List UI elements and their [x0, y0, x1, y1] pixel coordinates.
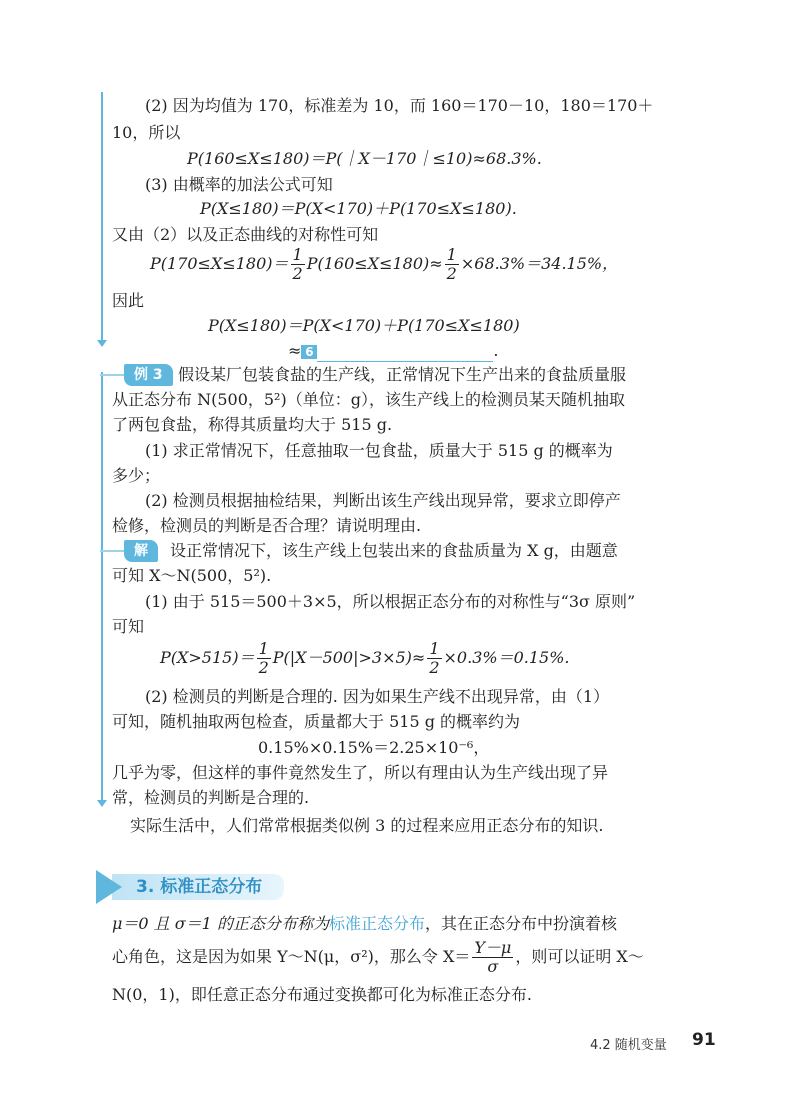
example3-q2-line1: (2) 检测员根据抽检结果，判断出该生产线出现异常，要求立即停产	[145, 491, 621, 510]
frac-num: Y－μ	[474, 938, 512, 957]
s1-formula-a: P(X>515)＝	[160, 648, 255, 667]
s1-formula-c: ×0.3%＝0.15%.	[443, 648, 570, 667]
p1-prefix: μ＝0 且 σ＝1 的正态分布称为	[112, 914, 329, 933]
s1-formula-b: P(|X－500|>3×5)≈	[272, 648, 426, 667]
frac-num: 1	[429, 639, 440, 658]
frac-den: σ	[487, 957, 499, 976]
solution-line1: 设正常情况下，该生产线上包装出来的食盐质量为 X g，由题意	[170, 541, 618, 560]
part3-line3: 因此	[112, 291, 145, 310]
p2-b: ，则可以证明 X～	[515, 947, 644, 966]
solution-line2: 可知 X～N(500，5²).	[112, 566, 272, 585]
section3-p3: N(0，1)，即任意正态分布通过变换都可化为标准正态分布.	[112, 985, 532, 1004]
margin-arrow-bottom	[97, 800, 107, 807]
fraction-half-2	[445, 246, 459, 283]
fraction-half-4	[427, 640, 441, 677]
part2-line1: (2) 因为均值为 170，标准差为 10，而 160＝170－10，180＝170＋	[145, 96, 654, 115]
example3-q1-line2: 多少；	[112, 466, 161, 485]
part3-formula2	[150, 244, 618, 284]
fraction-half-3	[257, 640, 271, 677]
solution-s2-line2: 可知，随机抽取两包检查，质量都大于 515 g 的概率约为	[112, 712, 521, 731]
frac-den: 2	[258, 658, 269, 677]
solution-tag: 解	[124, 540, 158, 562]
example3-q1-line1: (1) 求正常情况下，任意抽取一包食盐，质量大于 515 g 的概率为	[145, 441, 613, 460]
standard-normal-term: 标准正态分布	[328, 914, 425, 933]
frac-den: 2	[292, 264, 303, 283]
page-number: 91	[692, 1030, 716, 1050]
part3-line1: (3) 由概率的加法公式可知	[145, 175, 333, 194]
example3-line1: 假设某厂包装食盐的生产线，正常情况下生产出来的食盐质量服	[178, 365, 627, 384]
solution-s2-line1: (2) 检测员的判断是合理的. 因为如果生产线不出现异常，由（1）	[145, 687, 610, 706]
formula2-c: ×68.3%＝34.15%，	[460, 254, 619, 273]
example-3-tag: 例 3	[124, 364, 173, 386]
fill-in-blank-number: 6	[301, 345, 317, 359]
p2-a: 心角色，这是因为如果 Y～N(μ，σ²)，那么令 X＝	[112, 947, 471, 966]
part3-line2: 又由（2）以及正态曲线的对称性可知	[112, 225, 379, 244]
solution-s2-line3: 几乎为零，但这样的事件竟然发生了，所以有理由认为生产线出现了异	[112, 763, 609, 782]
part3-formula4	[288, 340, 499, 362]
solution-s2-formula: 0.15%×0.15%＝2.25×10⁻⁶，	[258, 738, 490, 757]
solution-s1-line1: (1) 由于 515＝500＋3×5，所以根据正态分布的对称性与“3σ 原则”	[145, 592, 636, 611]
example3-q2-line2: 检修，检测员的判断是否合理？请说明理由.	[112, 516, 422, 535]
fraction-standardize	[472, 939, 513, 976]
margin-arrow-top	[97, 340, 107, 347]
period: .	[493, 341, 499, 360]
solution-s1-formula	[160, 638, 570, 678]
frac-den: 2	[446, 264, 457, 283]
fraction-half-1	[291, 246, 305, 283]
section-3-title: 3. 标准正态分布	[136, 877, 263, 897]
frac-num: 1	[258, 639, 269, 658]
closing-paragraph: 实际生活中，人们常常根据类似例 3 的过程来应用正态分布的知识.	[130, 816, 604, 835]
example3-line3: 了两包食盐，称得其质量均大于 515 g.	[112, 415, 393, 434]
part3-formula1: P(X≤180)＝P(X<170)＋P(170≤X≤180).	[200, 199, 517, 218]
approx-sign: ≈	[288, 341, 302, 360]
frac-num: 1	[292, 245, 303, 264]
section3-p2	[112, 937, 644, 977]
frac-num: 1	[446, 245, 457, 264]
part2-line2: 10，所以	[112, 123, 181, 142]
p1-suffix: ，其在正态分布中扮演着核	[424, 914, 617, 933]
part3-formula3: P(X≤180)＝P(X<170)＋P(170≤X≤180)	[208, 316, 520, 335]
part2-formula: P(160≤X≤180)＝P(｜X－170｜≤10)≈68.3%.	[187, 149, 542, 168]
banner-arrow-icon	[96, 870, 122, 904]
formula2-b: P(160≤X≤180)≈	[306, 254, 443, 273]
solution-s2-line4: 常，检测员的判断是合理的.	[112, 788, 310, 807]
formula2-a: P(170≤X≤180)＝	[150, 254, 289, 273]
solution-s1-line2: 可知	[112, 617, 145, 636]
section3-p1	[112, 913, 617, 935]
margin-rule-top	[101, 92, 103, 344]
fill-in-blank-line[interactable]	[317, 345, 493, 362]
section-3-banner	[96, 870, 286, 904]
frac-den: 2	[429, 658, 440, 677]
example3-line2: 从正态分布 N(500，5²)（单位：g），该生产线上的检测员某天随机抽取	[112, 390, 625, 409]
margin-rule-bottom	[101, 372, 103, 802]
footer-section-label: 4.2 随机变量	[590, 1038, 667, 1053]
